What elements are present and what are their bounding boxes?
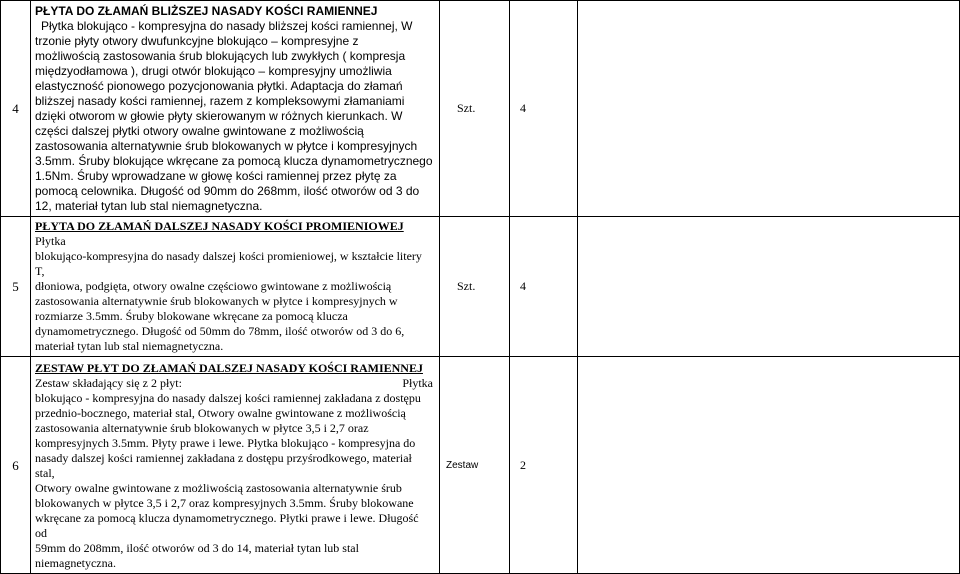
unit-cell (440, 357, 510, 574)
description-line: dzięki otworom w głowie płyty skierowanym w różnych kierunkach. W (35, 109, 403, 123)
description-line: 12, materiał tytan lub stal niemagnetyczna. (35, 199, 263, 213)
description-line: Otwory owalne gwintowane z możliwością zastosowania alternatywnie śrub (35, 481, 402, 495)
description-line: wkręcane za pomocą klucza dynamometrycznego. Płytki prawe i lewe. Długość od (35, 511, 419, 540)
item-title: PŁYTA DO ZŁAMAŃ DALSZEJ NASADY KOŚCI PROMIENIOWEJ (35, 219, 404, 233)
table-row (1, 1, 960, 217)
item-description (31, 357, 440, 574)
row-number: 4 (1, 1, 31, 217)
empty-cell (578, 217, 960, 357)
item-title-tail: Płytka (35, 234, 66, 248)
description-line: zastosowania alternatywnie śrub blokowanych w płytce i kompresyjnych (35, 139, 418, 153)
description-line: Płytka blokująco - kompresyjna do nasady bliższej kości ramiennej, W (41, 19, 413, 33)
description-intro (35, 376, 433, 391)
empty-cell (578, 357, 960, 574)
description-line: nasady dalszej kości ramiennej zakładana z dostępu przyśrodkowego, materiał stal, (35, 451, 412, 480)
item-title: PŁYTA DO ZŁAMAŃ BLIŻSZEJ NASADY KOŚCI RAMIENNEJ (35, 4, 378, 18)
description-line: blokująco - kompresyjna do nasady dalszej kości ramiennej zakładana z dostępu (35, 391, 421, 405)
description-line: międzyodłamowa ), drugi otwór blokująco – kompresyjny umożliwia (35, 64, 392, 78)
table-row (1, 217, 960, 357)
intro-right: Płytka (402, 376, 433, 390)
description-line: materiał tytan lub stal niemagnetyczna. (35, 339, 224, 353)
description-line: 1.5Nm. Śruby wprowadzane w głowę kości ramiennej przez płytę za (35, 169, 397, 183)
description-line: przednio-bocznego, materiał stal, Otwory owalne gwintowane z możliwością (35, 406, 406, 420)
empty-cell (578, 1, 960, 217)
description-line: części dalszej płytki otwory owalne gwintowane z możliwością (35, 124, 364, 138)
description-line: kompresyjnych 3.5mm. Płyty prawe i lewe. Płytka blokująco - kompresyjna do (35, 436, 416, 450)
description-line: możliwością zastosowania śrub blokujących lub zwykłych ( kompresja (35, 49, 406, 63)
quantity-cell: 4 (510, 217, 578, 357)
unit-cell: Szt. (440, 1, 510, 217)
row-number: 5 (1, 217, 31, 357)
description-line: zastosowania alternatywnie śrub blokowanych w płytce i kompresyjnych w (35, 294, 398, 308)
description-line: rozmiarze 3.5mm. Śruby blokowane wkręcane za pomocą klucza (35, 309, 348, 323)
table-row (1, 357, 960, 574)
row-number: 6 (1, 357, 31, 574)
description-line: dłoniowa, podgięta, otwory owalne częściowo gwintowane z możliwością (35, 279, 392, 293)
item-title: ZESTAW PŁYT DO ZŁAMAŃ DALSZEJ NASADY KOŚCI RAMIENNEJ (35, 361, 423, 375)
description-line: zastosowania alternatywnie śrub blokowanych w płytce 3,5 i 2,7 oraz (35, 421, 369, 435)
description-line: 59mm do 208mm, ilość otworów od 3 do 14, materiał tytan lub stal niemagnetyczna. (35, 541, 359, 570)
intro-left: Zestaw składający się z 2 płyt: (35, 376, 182, 390)
quantity-cell: 2 (510, 357, 578, 574)
description-line: pomocą celownika. Długość od 90mm do 268mm, ilość otworów od 3 do (35, 184, 420, 198)
description-line: dynamometrycznego. Długość od 50mm do 78mm, ilość otworów od 3 do 6, (35, 324, 405, 338)
quantity-cell: 4 (510, 1, 578, 217)
description-line: bliższej nasady kości ramiennej, razem z kompleksowymi złamaniami (35, 94, 405, 108)
unit-label: Zestaw (446, 460, 479, 471)
unit-cell: Szt. (440, 217, 510, 357)
item-description (31, 217, 440, 357)
item-description (31, 1, 440, 217)
description-line: blokująco-kompresyjna do nasady dalszej kości promieniowej, w kształcie litery T, (35, 249, 422, 278)
description-line: trzonie płyty otwory dwufunkcyjne blokująco – kompresyjne z (35, 34, 359, 48)
description-line: elastyczność pionowego pozycjonowania płytki. Adaptacja do złamań (35, 79, 403, 93)
description-line: blokowanych w płytce 3,5 i 2,7 oraz kompresyjnych 3.5mm. Śruby blokowane (35, 496, 414, 510)
description-line: 3.5mm. Śruby blokujące wkręcane za pomocą klucza dynamometrycznego (35, 154, 433, 168)
